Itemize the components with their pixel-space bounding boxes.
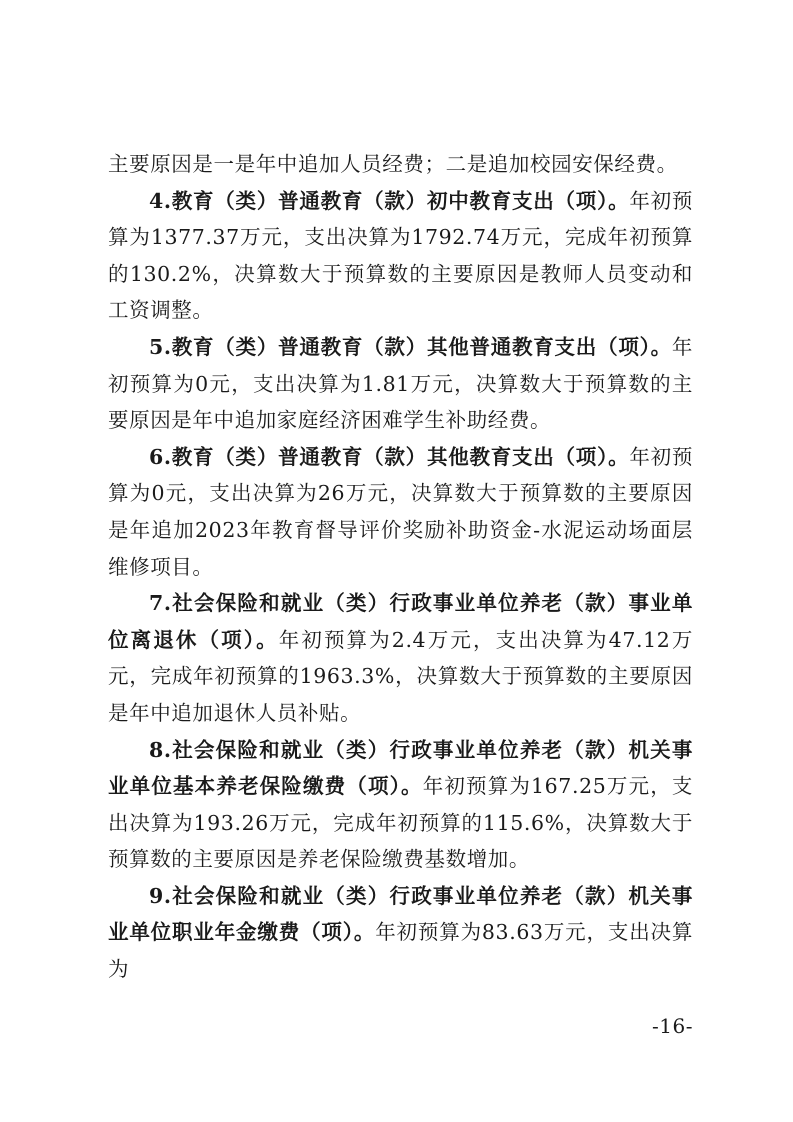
paragraph-item-8 bbox=[108, 732, 693, 878]
paragraph-body: 年初预算为0元，支出决算为26万元，决算数大于预算数的主要原因是年追加2023年教育督导评价奖励补助资金-水泥运动场面层维修项目。 bbox=[108, 444, 693, 579]
paragraph-item-6 bbox=[108, 439, 693, 585]
paragraph-heading: 4.教育（类）普通教育（款）初中教育支出（项）。 bbox=[149, 188, 630, 213]
document-page bbox=[108, 146, 693, 988]
paragraph-item-4 bbox=[108, 183, 693, 329]
paragraph-continuation bbox=[108, 146, 693, 183]
paragraph-heading: 7.社会保险和就业（类）行政事业单位养老（款）事业单位离退休（项）。 bbox=[108, 591, 693, 652]
page-number: -16- bbox=[652, 1014, 693, 1038]
paragraph-body: 年初预算为0元，支出决算为1.81万元，决算数大于预算数的主要原因是年中追加家庭经济困难学生补助经费。 bbox=[108, 334, 693, 433]
paragraph-body: 年初预算为1377.37万元，支出决算为1792.74万元，完成年初预算的130.2%，决算数大于预算数的主要原因是教师人员变动和工资调整。 bbox=[108, 188, 693, 323]
paragraph-heading: 5.教育（类）普通教育（款）其他普通教育支出（项）。 bbox=[149, 334, 672, 359]
paragraph-heading: 9.社会保险和就业（类）行政事业单位养老（款）机关事业单位职业年金缴费（项）。 bbox=[108, 883, 693, 945]
paragraph-item-7 bbox=[108, 585, 693, 731]
paragraph-heading: 8.社会保险和就业（类）行政事业单位养老（款）机关事业单位基本养老保险缴费（项）。 bbox=[108, 737, 693, 799]
paragraph-item-9 bbox=[108, 878, 693, 988]
paragraph-heading: 6.教育（类）普通教育（款）其他教育支出（项）。 bbox=[149, 444, 630, 469]
paragraph-body: 年初预算为167.25万元，支出决算为193.26万元，完成年初预算的115.6%，决算数大于预算数的主要原因是养老保险缴费基数增加。 bbox=[108, 774, 694, 872]
paragraph-body: 年初预算为83.63万元，支出决算为 bbox=[108, 920, 693, 982]
paragraph-item-5 bbox=[108, 329, 693, 439]
paragraph-body: 年初预算为2.4万元，支出决算为47.12万元，完成年初预算的1963.3%，决算数大于预算数的主要原因是年中追加退休人员补贴。 bbox=[108, 627, 693, 725]
paragraph-body: 主要原因是一是年中追加人员经费；二是追加校园安保经费。 bbox=[108, 152, 678, 176]
